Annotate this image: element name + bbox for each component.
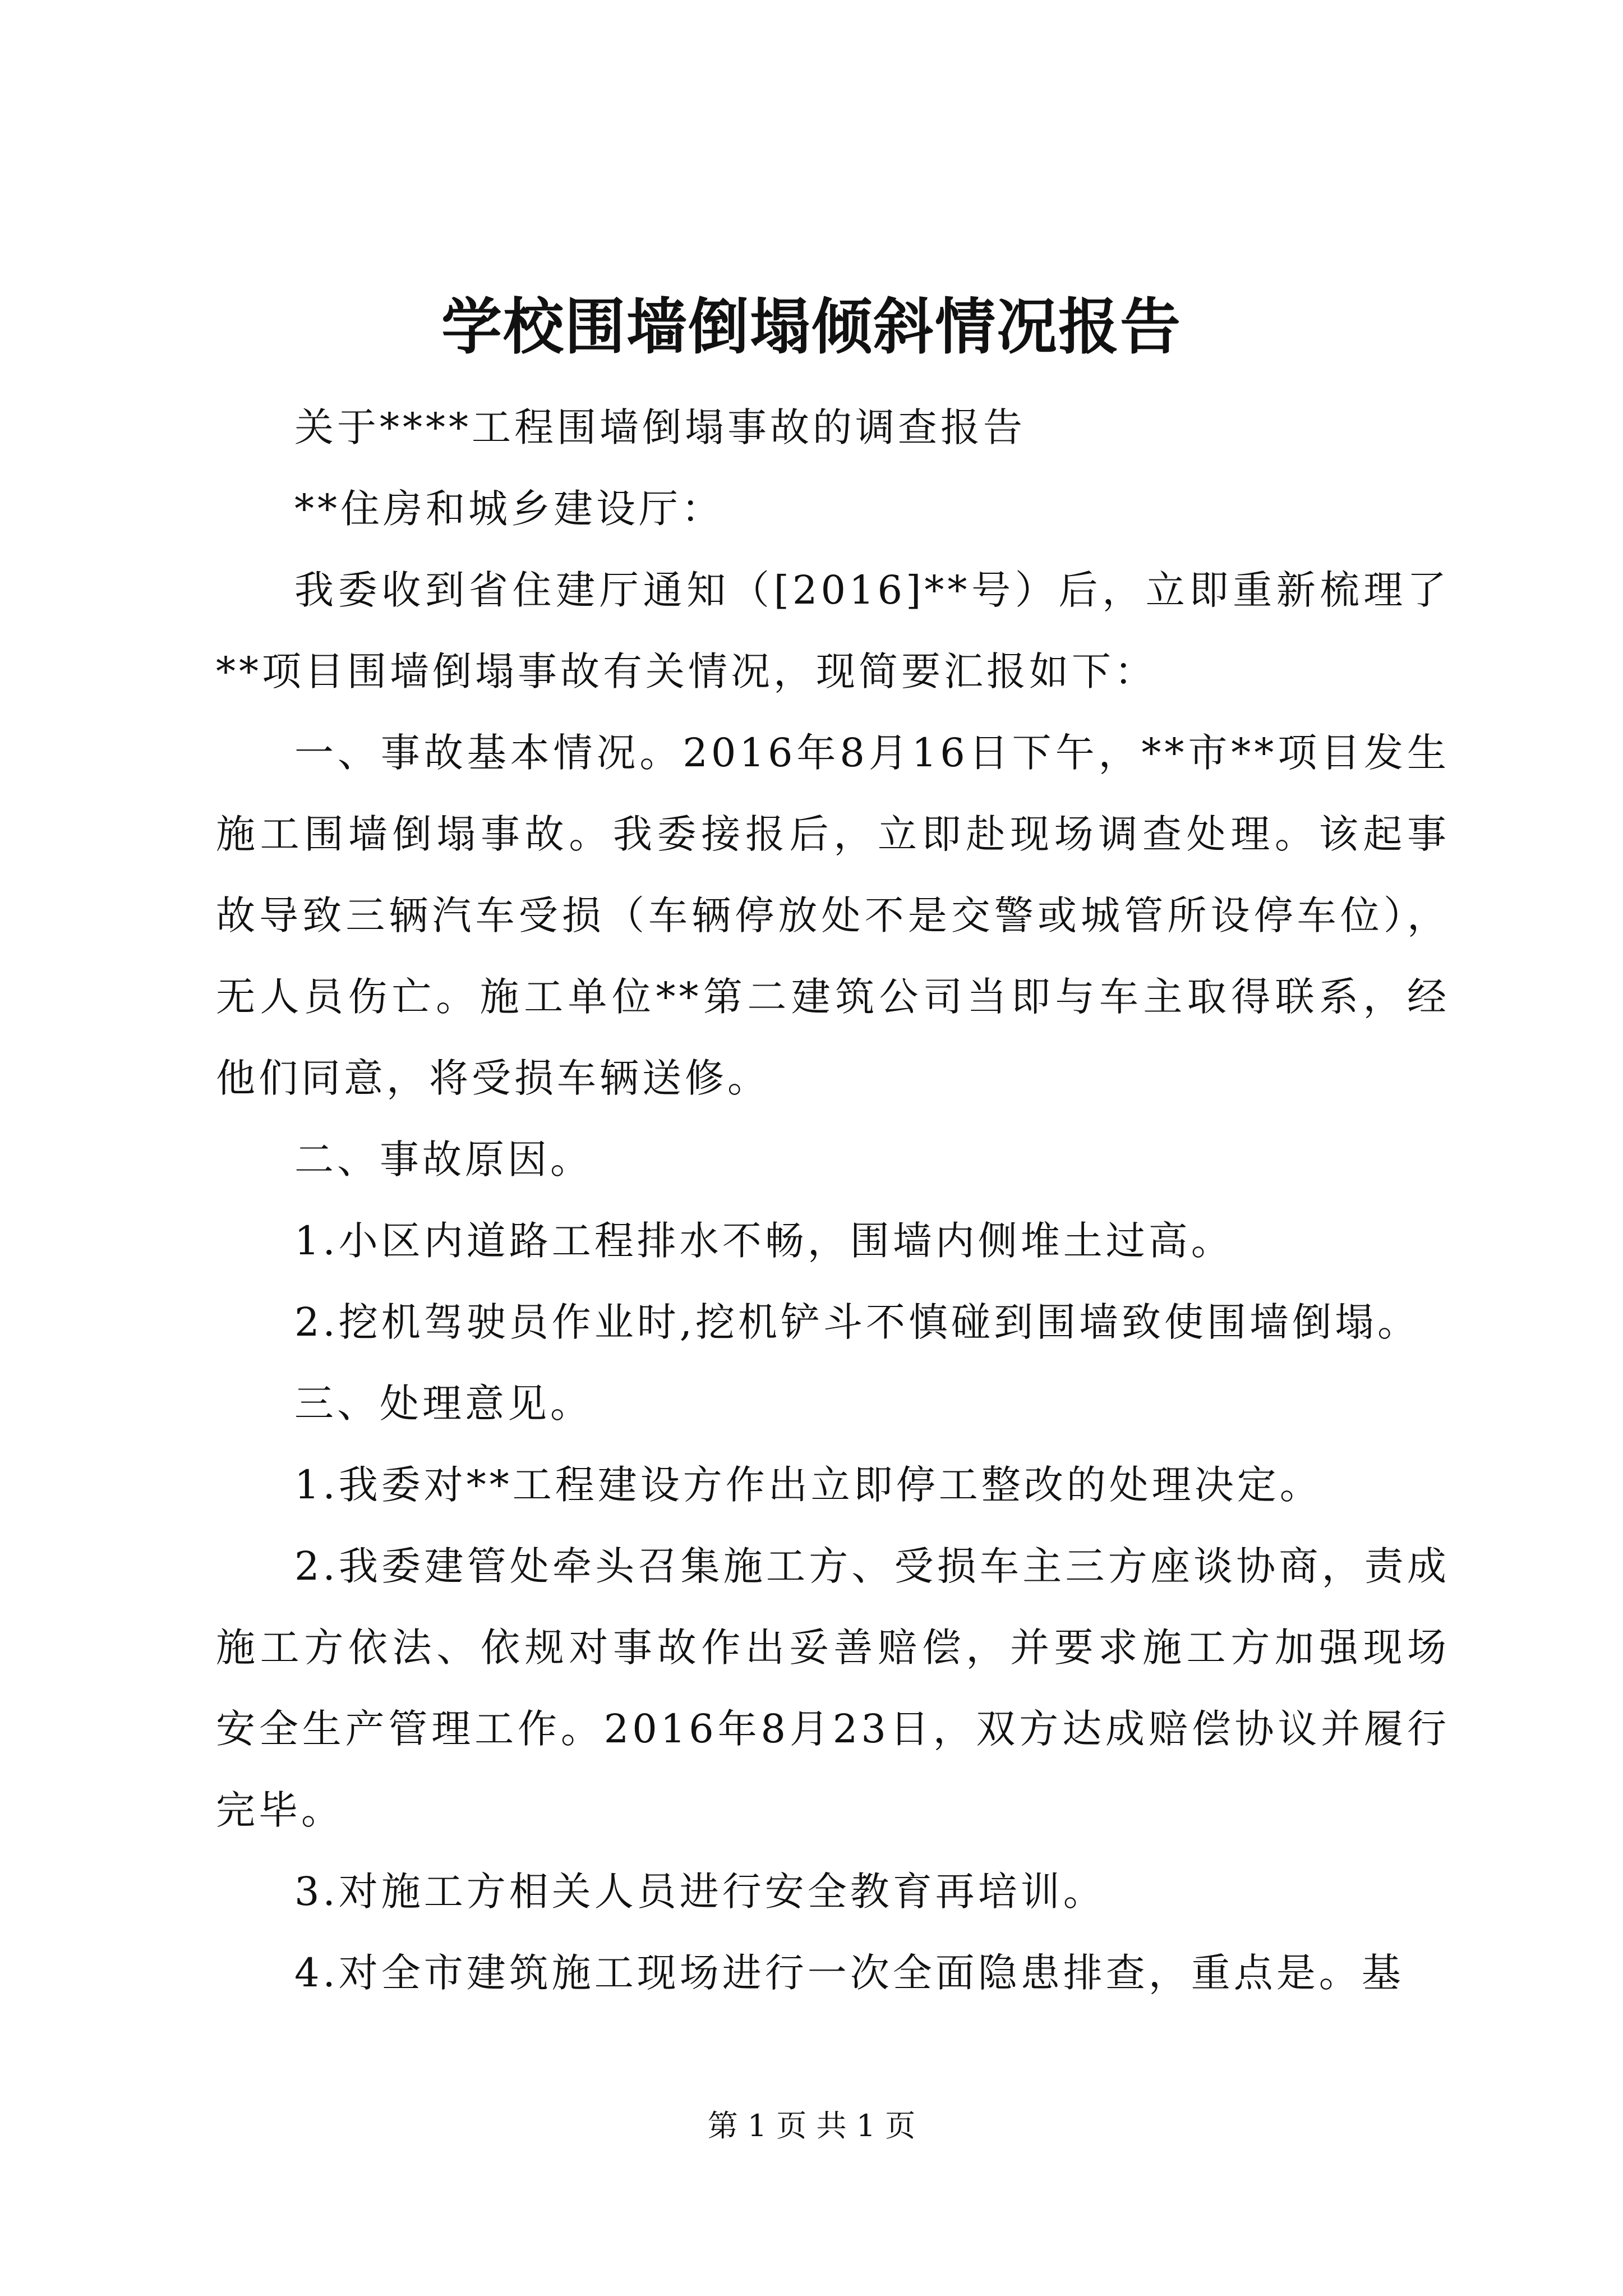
paragraph-measure-3: 3.对施工方相关人员进行安全教育再培训。: [294, 1869, 1106, 1915]
paragraph-measure-2: 2.我委建管处牵头召集施工方、受损车主三方座谈协商，责成施工方依法、依规对事故作出妥善赔偿，并要求施工方加强现场安全生产管理工作。2016年8月23日，双方达成赔偿协议并履行完毕。: [216, 1543, 1450, 1833]
paragraph-section-1: 一、事故基本情况。2016年8月16日下午，**市**项目发生施工围墙倒塌事故。我委接报后，立即赴现场调查处理。该起事故导致三辆汽车受损（车辆停放处不是交警或城管所设停车位），无人员伤亡。施工单位**第二建筑公司当即与车主取得联系，经他们同意，将受损车辆送修。: [216, 730, 1450, 1101]
paragraph-cause-2: 2.挖机驾驶员作业时,挖机铲斗不慎碰到围墙致使围墙倒塌。: [294, 1299, 1421, 1345]
paragraph-subject: 关于****工程围墙倒塌事故的调查报告: [294, 404, 1026, 450]
document-body: [216, 387, 1450, 2014]
paragraph-intro: 我委收到省住建厅通知（[2016]**号）后，立即重新梳理了**项目围墙倒塌事故有关情况，现简要汇报如下：: [216, 567, 1450, 694]
paragraph-addressee: **住房和城乡建设厅：: [294, 486, 724, 532]
paragraph-measure-4: 4.对全市建筑施工现场进行一次全面隐患排查，重点是。基: [294, 1950, 1404, 1996]
page-footer: 第 1 页 共 1 页: [707, 2108, 916, 2143]
document-title: 学校围墙倒塌倾斜情况报告: [441, 292, 1182, 362]
paragraph-cause-1: 1.小区内道路工程排水不畅，围墙内侧堆土过高。: [294, 1218, 1234, 1264]
paragraph-measure-1: 1.我委对**工程建设方作出立即停工整改的处理决定。: [294, 1462, 1322, 1508]
paragraph-section-3-heading: 三、处理意见。: [294, 1381, 593, 1427]
paragraph-section-2-heading: 二、事故原因。: [294, 1137, 593, 1182]
